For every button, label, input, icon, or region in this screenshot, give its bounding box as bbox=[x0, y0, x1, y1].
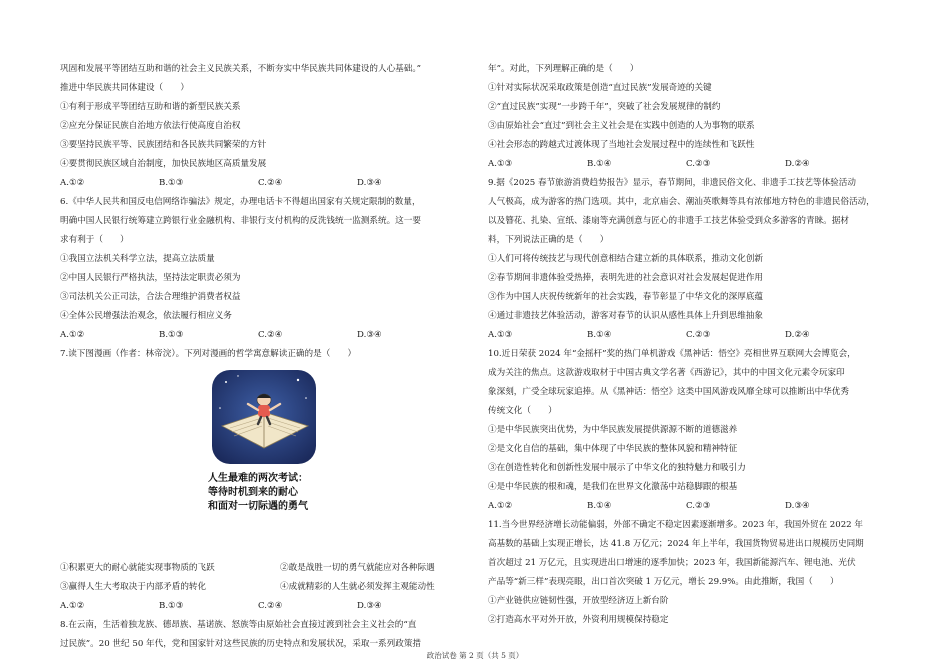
choice-c: C.②③ bbox=[686, 330, 711, 340]
cartoon-caption bbox=[208, 472, 338, 514]
q5-option: ①有利于形成平等团结互助和谐的新型民族关系 bbox=[60, 102, 241, 112]
choice-a: A.①② bbox=[60, 178, 85, 188]
caption-line: 等待时机到来的耐心 bbox=[208, 487, 298, 498]
q10-stem-line: 传统文化（ ） bbox=[488, 406, 557, 416]
q7-option-row bbox=[60, 578, 472, 597]
choice-d: D.③④ bbox=[357, 178, 382, 188]
q7-option: ④成就精彩的人生就必须发挥主观能动性 bbox=[280, 582, 435, 592]
choice-b: B.①④ bbox=[587, 330, 612, 340]
page-footer: 政治试卷 第 2 页（共 5 页） bbox=[426, 651, 524, 660]
q9-stem-line: 9.据《2025 春节旅游消费趋势报告》显示，春节期间，非遗民俗文化、非遗手工技艺等体验活动 bbox=[488, 178, 856, 188]
q5-choices bbox=[60, 174, 472, 193]
q11-stem-line: 11.当今世界经济增长动能偏弱，外部不确定不稳定因素逐渐增多。2023 年，我国外贸在 2022 年 bbox=[488, 520, 863, 530]
q5-option: ②应充分保证民族自治地方依法行使高度自治权 bbox=[60, 121, 241, 131]
q6-option: ①我国立法机关科学立法，提高立法质量 bbox=[60, 254, 215, 264]
q6-option: ②中国人民银行严格执法，坚持法定职责必须为 bbox=[60, 273, 241, 283]
q7-option: ③赢得人生大考取决于内部矛盾的转化 bbox=[60, 582, 207, 592]
q11-stem-line: 首次超过 21 万亿元，且实现进出口增速的逐季加快；2023 年，我国新能源汽车、锂电池、光伏 bbox=[488, 558, 856, 568]
choice-d: D.②④ bbox=[785, 159, 810, 169]
q11-option: ①产业链供应链韧性强，开放型经济迈上新台阶 bbox=[488, 596, 669, 606]
q6-option: ④全体公民增强法治观念，依法履行相应义务 bbox=[60, 311, 232, 321]
q5-option: ③要坚持民族平等、民族团结和各民族共同繁荣的方针 bbox=[60, 140, 267, 150]
q8-option: ③由原始社会“直过”到社会主义社会是在实践中创造的人为事物的联系 bbox=[488, 121, 755, 131]
choice-d: D.③④ bbox=[785, 501, 810, 511]
q7-option: ①积累更大的耐心就能实现事物质的飞跃 bbox=[60, 563, 215, 573]
q6-stem-line: 求有利于（ ） bbox=[60, 235, 129, 245]
q8-stem-line: 过民族”。20 世纪 50 年代，党和国家针对这些民族的历史特点和发展状况，采取一系列政策措 bbox=[60, 639, 422, 649]
choice-b: B.①③ bbox=[159, 601, 184, 611]
choice-c: C.②③ bbox=[686, 501, 711, 511]
q6-stem-line: 6.《中华人民共和国反电信网络诈骗法》规定，办理电话卡不得超出国家有关规定限制的数量， bbox=[60, 197, 421, 207]
q7-option: ②敢是战胜一切的勇气就能应对各种际遇 bbox=[280, 563, 435, 573]
choice-b: B.①④ bbox=[587, 501, 612, 511]
q11-stem-line: 高基数的基础上实现正增长，达 41.8 万亿元；2024 年上半年，我国货物贸易进出口规模历史同期 bbox=[488, 539, 864, 549]
q5-intro-line: 推进中华民族共同体建设（ ） bbox=[60, 83, 189, 93]
q6-option: ③司法机关公正司法，合法合理维护消费者权益 bbox=[60, 292, 241, 302]
q6-stem-line: 明确中国人民银行统筹建立跨银行业金融机构、非银行支付机构的反洗钱统一监测系统。这一要 bbox=[60, 216, 421, 226]
q5-intro-line: 巩固和发展平等团结互助和谐的社会主义民族关系，不断夯实中华民族共同体建设的人心基础。” bbox=[60, 64, 422, 74]
q10-option: ③在创造性转化和创新性发展中展示了中华文化的独特魅力和吸引力 bbox=[488, 463, 746, 473]
cartoon-area bbox=[60, 364, 472, 559]
q8-choices bbox=[488, 155, 900, 174]
choice-c: C.②④ bbox=[258, 330, 283, 340]
q10-choices bbox=[488, 497, 900, 516]
choice-b: B.①④ bbox=[587, 159, 612, 169]
q9-option: ③作为中国人庆祝传统新年的社会实践，春节彰显了中华文化的深厚底蕴 bbox=[488, 292, 764, 302]
choice-a: A.①② bbox=[60, 601, 85, 611]
choice-a: A.①③ bbox=[488, 159, 513, 169]
caption-line: 人生最难的两次考试： bbox=[208, 473, 308, 484]
q9-stem-line: 人气极高，成为游客的热门选项。其中，北京庙会、潮汕英歌舞等具有浓郁地方特色的非遗民俗活动， bbox=[488, 197, 875, 207]
q8-stem-line: 8.在云南，生活着独龙族、德昂族、基诺族、怒族等由原始社会直接过渡到社会主义社会的“直 bbox=[60, 620, 417, 630]
q10-option: ④是中华民族的根和魂，是我们在世界文化激荡中站稳脚跟的根基 bbox=[488, 482, 738, 492]
q8-option: ④社会形态的跨越式过渡体现了当地社会发展过程中的连续性和飞跃性 bbox=[488, 140, 755, 150]
choice-b: B.①③ bbox=[159, 178, 184, 188]
q9-option: ①人们可将传统技艺与现代创意相结合建立新的具体联系，推动文化创新 bbox=[488, 254, 764, 264]
q9-stem-line: 料，下列说法正确的是（ ） bbox=[488, 235, 609, 245]
q9-option: ④通过非遗技艺体验活动，游客对春节的认识从感性具体上升到思维抽象 bbox=[488, 311, 764, 321]
choice-a: A.①③ bbox=[488, 330, 513, 340]
choice-d: D.③④ bbox=[357, 601, 382, 611]
choice-b: B.①③ bbox=[159, 330, 184, 340]
q9-stem-line: 以及簪花、扎染、宣纸、漆扇等充满创意与匠心的非遗手工技艺体验受到众多游客的青睐。据材 bbox=[488, 216, 849, 226]
q10-stem-line: 10.近日荣获 2024 年“金摇杆”奖的热门单机游戏《黑神话：悟空》亮相世界互联网大会博览会， bbox=[488, 349, 856, 359]
choice-d: D.③④ bbox=[357, 330, 382, 340]
q10-option: ①是中华民族突出优势，为中华民族发展提供源源不断的道德滋养 bbox=[488, 425, 738, 435]
q7-option-row bbox=[60, 559, 472, 578]
q9-option: ②春节期间非遗体验受热捧，表明先进的社会意识对社会发展起促进作用 bbox=[488, 273, 764, 283]
q8-option: ①针对实际状况采取政策是创造“直过民族”发展奇迹的关键 bbox=[488, 83, 712, 93]
right-column bbox=[488, 60, 900, 630]
cartoon-illustration bbox=[208, 368, 320, 468]
q7-stem-line: 7.读下图漫画（作者：林帝浣）。下列对漫画的哲学寓意解读正确的是（ ） bbox=[60, 349, 357, 359]
choice-c: C.②④ bbox=[258, 601, 283, 611]
choice-c: C.②③ bbox=[686, 159, 711, 169]
q6-choices bbox=[60, 326, 472, 345]
q5-option: ④要贯彻民族区域自治制度，加快民族地区高质量发展 bbox=[60, 159, 267, 169]
q9-choices bbox=[488, 326, 900, 345]
q8-option: ②“直过民族”实现“一步跨千年”，突破了社会发展规律的制约 bbox=[488, 102, 721, 112]
q10-stem-line: 成为关注的焦点。这款游戏取材于中国古典文学名著《西游记》，其中的中国文化元素令玩家印 bbox=[488, 368, 845, 378]
q10-stem-line: 象深刻，广受全球玩家追捧。从《黑神话：悟空》这类中国风游戏风靡全球可以推断出中华优秀 bbox=[488, 387, 849, 397]
q7-choices bbox=[60, 597, 472, 616]
choice-c: C.②④ bbox=[258, 178, 283, 188]
caption-line: 和面对一切际遇的勇气 bbox=[208, 501, 308, 512]
q8-stem-line: 年”。对此，下列理解正确的是（ ） bbox=[488, 64, 639, 74]
q10-option: ②是文化自信的基础，集中体现了中华民族的整体风貌和精神特征 bbox=[488, 444, 738, 454]
left-column bbox=[60, 60, 472, 654]
choice-a: A.①② bbox=[60, 330, 85, 340]
q11-stem-line: 产品等“新三样”表现亮眼，出口首次突破 1 万亿元，增长 29.9%。由此推断，我国（ ） bbox=[488, 577, 839, 587]
choice-d: D.②④ bbox=[785, 330, 810, 340]
q11-option: ②打造高水平对外开放，外资利用规模保持稳定 bbox=[488, 615, 669, 625]
choice-a: A.①② bbox=[488, 501, 513, 511]
